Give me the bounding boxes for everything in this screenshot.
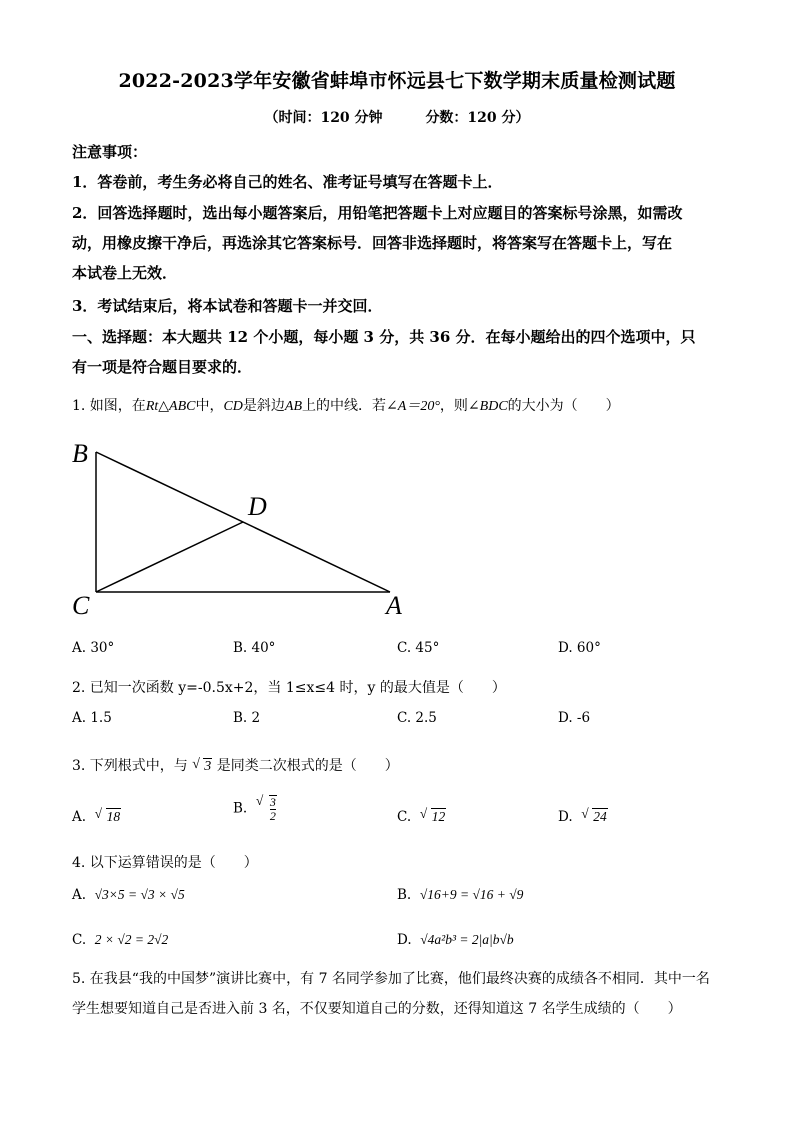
option-2a: A. 1.5: [72, 710, 112, 726]
question-3-stem: 3. 下列根式中，与 √ 3 是同类二次根式的是（ ）: [72, 755, 732, 778]
exam-info: [0, 107, 794, 127]
vertex-label-c: C: [72, 591, 90, 620]
section-heading-cont: 有一项是符合题目要求的．: [72, 358, 253, 376]
option-1c: C. 45°: [397, 640, 440, 656]
triangle-figure: [60, 430, 420, 625]
median-cd: [96, 522, 243, 592]
option-3d: D. √ 24: [558, 808, 608, 825]
option-4b: B. √16+9 = √16 + √9: [397, 887, 524, 903]
notice-item: 1．答卷前，考生务必将自己的姓名、准考证号填写在答题卡上．: [72, 173, 503, 191]
option-3a: A. √ 18: [72, 808, 121, 825]
section-heading: 一、选择题：本大题共 12 个小题，每小题 3 分，共 36 分．在每小题给出的四个选项中，只: [72, 328, 696, 346]
option-2d: D. -6: [558, 710, 591, 726]
option-2c: C. 2.5: [397, 710, 437, 726]
option-4d: D. √4a²b³ = 2|a|b√b: [397, 932, 514, 948]
option-1b: B. 40°: [233, 640, 276, 656]
sqrt-symbol: √ 3: [192, 756, 212, 778]
notice-item: 2．回答选择题时，选出每小题答案后，用铅笔把答题卡上对应题目的答案标号涂黑，如需改: [72, 204, 683, 222]
option-1a: A. 30°: [72, 640, 115, 656]
exam-time: （时间：120 分钟: [264, 110, 383, 126]
vertex-label-b: B: [72, 439, 88, 468]
question-5-stem: 5. 在我县“我的中国梦”演讲比赛中，有 7 名同学参加了比赛，他们最终决赛的成绩各不相同．其中一名: [72, 971, 710, 987]
question-2-stem: 2. 已知一次函数 y=-0.5x+2，当 1≤x≤4 时，y 的最大值是（ ）: [72, 680, 506, 696]
option-3c: C. √ 12: [397, 808, 446, 825]
option-1d: D. 60°: [558, 640, 601, 656]
vertex-label-a: A: [386, 591, 402, 620]
notice-item: 本试卷上无效．: [72, 264, 178, 282]
page-title: 2022-2023学年安徽省蚌埠市怀远县七下数学期末质量检测试题: [118, 70, 676, 92]
option-4c: C. 2 × √2 = 2√2: [72, 932, 169, 948]
notice-item: 3．考试结束后，将本试卷和答题卡一并交回．: [72, 297, 383, 315]
notice-heading: 注意事项：: [72, 143, 148, 161]
question-1-stem: 1. 如图，在Rt△ABC中，CD是斜边AB上的中线．若∠A＝20°，则∠BDC的大小为（ ）: [72, 398, 620, 414]
option-3b: B. √ $\frac{3}{2}$: [233, 795, 277, 823]
question-4-stem: 4. 以下运算错误的是（ ）: [72, 855, 258, 871]
exam-score: 分数：120 分）: [425, 110, 530, 126]
option-2b: B. 2: [233, 710, 261, 726]
option-4a: A. √3×5 = √3 × √5: [72, 887, 185, 903]
question-5-stem-cont: 学生想要知道自己是否进入前 3 名，不仅要知道自己的分数，还得知道这 7 名学生成绩的（ ）: [72, 1001, 682, 1017]
vertex-label-d: D: [248, 492, 267, 521]
notice-item: 动，用橡皮擦干净后，再选涂其它答案标号．回答非选择题时，将答案写在答题卡上，写在: [72, 234, 673, 252]
